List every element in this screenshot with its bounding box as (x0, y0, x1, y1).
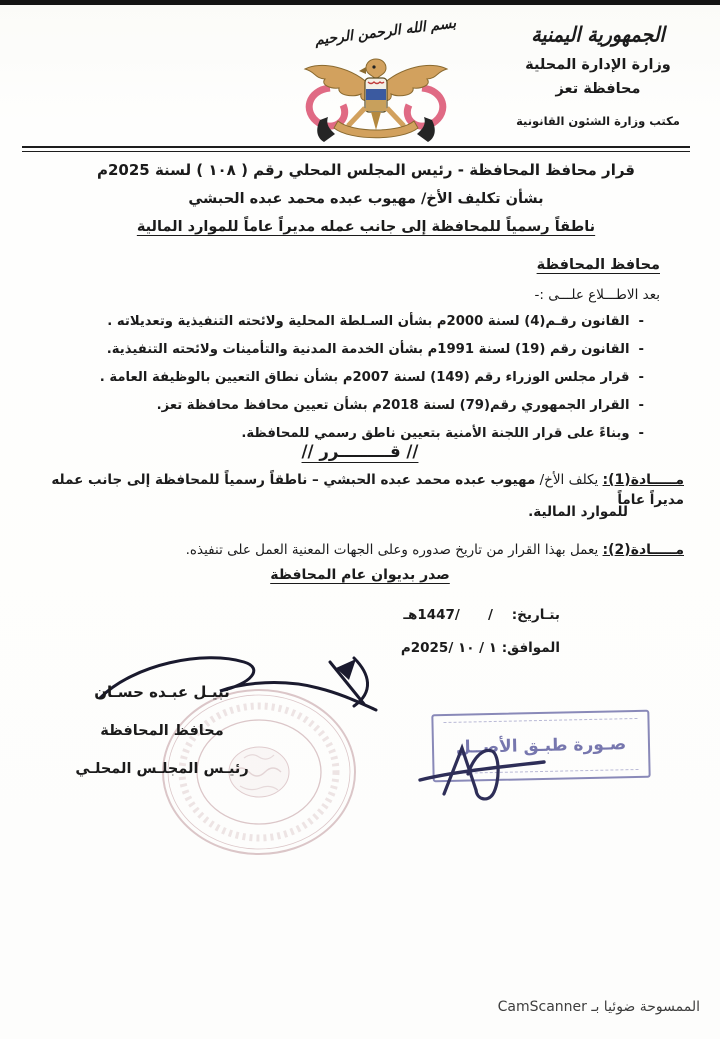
ministry-name: وزارة الإدارة المحلية (525, 57, 671, 73)
decree-title (40, 161, 692, 235)
stamp-initials-mark (414, 740, 552, 812)
basmala-calligraphy: بسم الله الرحمن الرحيم (314, 15, 457, 49)
issuing-authority: محافظ المحافظة (536, 257, 660, 273)
signer-role-council-chair: رئيـس المجلـس المحلـي (75, 761, 249, 777)
hijri-date-label: بتـاريخ: (511, 607, 560, 623)
bullet-dash: - (638, 426, 644, 441)
legal-office-name: مكتب وزارة الشئون القانونية (516, 114, 680, 128)
signer-role-governor: محافظ المحافظة (100, 723, 224, 739)
header-divider (22, 146, 690, 152)
citation-item (36, 341, 644, 360)
decree-operative-heading: // قـــــــــرر // (301, 442, 419, 461)
yemen-coat-of-arms-icon (290, 48, 462, 145)
bullet-dash: - (638, 370, 644, 385)
bullet-dash: - (638, 342, 644, 357)
citation-item (36, 369, 644, 388)
article-1-label: مـــــادة(1): (602, 472, 684, 488)
governorate-name: محافظة تعز (555, 81, 641, 97)
hijri-date-value: / /1447هـ (403, 607, 512, 623)
gregorian-date-line (401, 632, 560, 665)
letterhead (486, 24, 710, 128)
camscanner-watermark: الممسوحة ضوئيا بـ CamScanner (497, 999, 700, 1015)
citation-item (36, 313, 644, 332)
title-line-1: قرار محافظ المحافظة - رئيس المجلس المحلي رقم ( ١٠٨ ) لسنة 2025م (96, 161, 635, 179)
signer-name: نبيـل عبـده حسـان (94, 683, 230, 701)
article-1-lead: يكلف الأخ/ (535, 472, 603, 488)
gregorian-date-label: الموافق: (501, 640, 560, 656)
signature-block (56, 683, 268, 777)
citation-item (36, 397, 644, 416)
title-line-3: ناطقاً رسمياً للمحافظة إلى جانب عمله مديراً عاماً للموارد المالية (136, 219, 596, 235)
article-2 (26, 540, 684, 560)
citation-text: قرار مجلس الوزراء رقم (149) لسنة 2007م بشأن نطاق التعيين بالوظيفة العامة . (99, 370, 630, 385)
stamp-decorative-dots (443, 718, 637, 723)
issued-at-line: صدر بديوان عام المحافظة (270, 567, 450, 583)
hijri-date-line (401, 599, 560, 632)
true-copy-stamp-text: صـورة طبـق الأصــل (455, 734, 627, 758)
article-1-body: مهيوب عبده محمد عبده الحبشي – ناطقاً رسمياً للمحافظة إلى جانب عمله مديراً عاماً (51, 472, 684, 508)
date-block (401, 599, 560, 665)
citation-text: القرار الجمهوري رقم(79) لسنة 2018م بشأن تعيين محافظ محافظة تعز. (156, 398, 630, 413)
citation-text: القانون رقـم(4) لسنة 2000م بشأن السـلطة المحلية ولائحته التنفيذية وتعديلاته . (107, 314, 630, 329)
scan-edge-artifact (0, 0, 720, 5)
preamble-lead: بعد الاطـــلاع علـــى :- (534, 287, 660, 303)
title-line-2: بشأن تكليف الأخ/ مهيوب عبده محمد عبده الحبشي (188, 191, 544, 207)
citation-text: القانون رقم (19) لسنة 1991م بشأن الخدمة المدنية والتأمينات ولائحته التنفيذية. (106, 342, 630, 357)
citation-text: وبناءً على قرار اللجنة الأمنية بتعيين ناطق رسمي للمحافظة. (241, 426, 630, 441)
article-1-tail: للموارد المالية. (528, 504, 628, 520)
article-2-body: يعمل بهذا القرار من تاريخ صدوره وعلى الجهات المعنية العمل على تنفيذه. (185, 542, 603, 558)
republic-name: الجمهورية اليمنية (531, 23, 665, 47)
article-2-label: مـــــادة(2): (602, 542, 684, 558)
citation-item (36, 425, 644, 444)
bullet-dash: - (638, 314, 644, 329)
bullet-dash: - (638, 398, 644, 413)
gregorian-date-value: ١ / ١٠ /2025م (400, 640, 502, 656)
legal-citations-list (36, 313, 644, 453)
